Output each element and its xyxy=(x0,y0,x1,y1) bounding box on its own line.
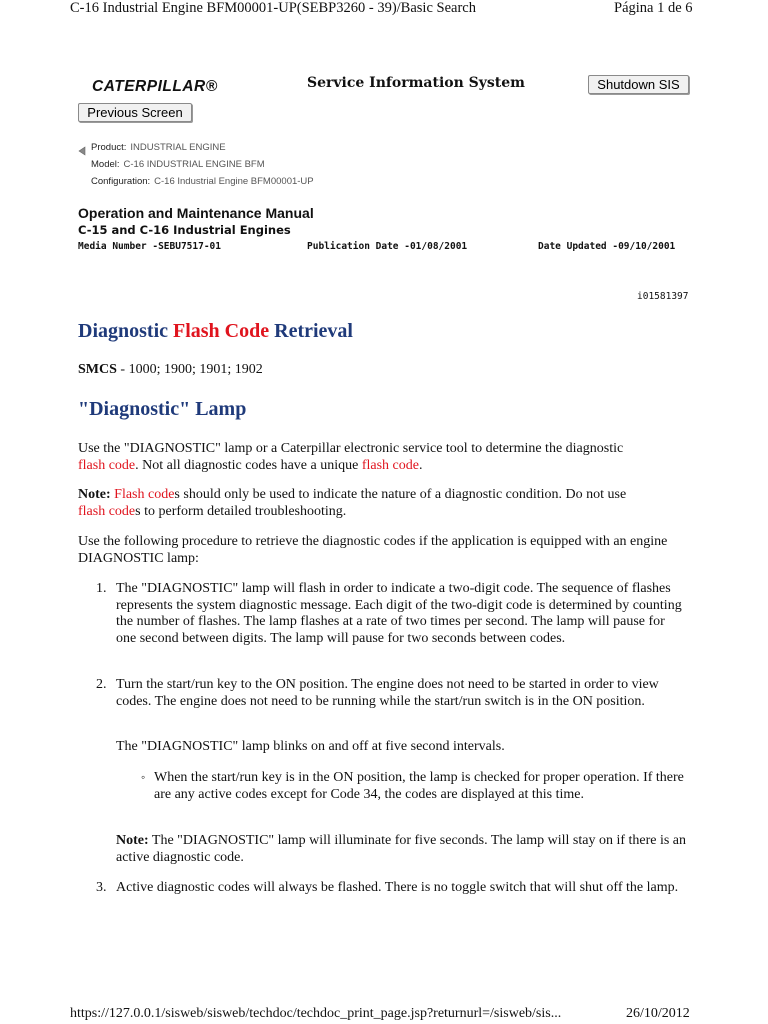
breadcrumb-configuration xyxy=(91,176,314,187)
note-diagnostic-lamp xyxy=(116,833,688,866)
p1-text-c: . Not all diagnostic codes have a unique xyxy=(135,457,362,473)
previous-screen-button[interactable]: Previous Screen xyxy=(78,103,192,122)
shutdown-sis-button[interactable]: Shutdown SIS xyxy=(588,75,689,94)
product-label: Product: xyxy=(91,142,127,153)
step-1-number: 1. xyxy=(96,581,107,596)
paragraph-procedure: Use the following procedure to retrieve the diagnostic codes if the application is equipped with an engine DIAGNOSTIC lamp: xyxy=(78,534,668,566)
config-value: C-16 Industrial Engine BFM00001-UP xyxy=(154,176,314,187)
breadcrumb-product xyxy=(91,142,226,153)
print-header-page: Página 1 de 6 xyxy=(614,0,693,16)
print-footer-url: https://127.0.0.1/sisweb/sisweb/techdoc/techdoc_print_page.jsp?returnurl=/sisweb/sis... xyxy=(70,1006,562,1021)
step-3-text: Active diagnostic codes will always be flashed. There is no toggle switch that will shut off the lamp. xyxy=(116,880,679,895)
title-part-1: Diagnostic xyxy=(78,320,173,342)
p1-highlight-2: flash code xyxy=(361,457,419,473)
print-footer-date: 26/10/2012 xyxy=(626,1006,690,1021)
smcs-value: - 1000; 1900; 1901; 1902 xyxy=(116,362,263,377)
note1-text-d: s to perform detailed troubleshooting. xyxy=(135,503,347,519)
p1-text-e: . xyxy=(418,457,423,473)
smcs-line xyxy=(78,362,263,378)
section-title: "Diagnostic" Lamp xyxy=(78,398,247,420)
config-label: Configuration: xyxy=(91,176,151,187)
manual-subtitle: C-15 and C-16 Industrial Engines xyxy=(78,223,291,237)
title-part-3: Retrieval xyxy=(269,320,353,342)
title-highlight: Flash Code xyxy=(173,320,270,342)
model-label: Model: xyxy=(91,159,120,170)
smcs-label: SMCS xyxy=(78,362,117,377)
step-2-text: Turn the start/run key to the ON position. The engine does not need to be started in order to view codes. The engine does not need to be running while the start/run switch is in the ON position. xyxy=(116,677,659,709)
step-1-text: The "DIAGNOSTIC" lamp will flash in order to indicate a two-digit code. The sequence of flashes represents the system diagnostic message. Each digit of the two-digit code is determined by counting the number of flashes. The lamp flashes at a rate of two times per second. The lamp will pause for one second between digits. The lamp will pause for two seconds between codes. xyxy=(116,581,682,646)
sis-title: Service Information System xyxy=(307,75,525,91)
article-title xyxy=(78,320,353,343)
media-number: Media Number -SEBU7517-01 xyxy=(78,241,221,252)
step-2-number: 2. xyxy=(96,677,107,692)
bullet-marker: ◦ xyxy=(141,770,146,784)
breadcrumb-model xyxy=(91,159,265,170)
p1-text-a: Use the "DIAGNOSTIC" lamp or a Caterpillar electronic service tool to determine the diagnostic xyxy=(78,441,624,456)
note2-text: The "DIAGNOSTIC" lamp will illuminate for five seconds. The lamp will stay on if there is an active diagnostic code. xyxy=(116,833,687,865)
note1-label: Note: xyxy=(78,487,111,502)
paragraph-intro xyxy=(78,441,698,474)
note1-highlight-2: flash code xyxy=(78,503,136,519)
note-flash-codes xyxy=(78,487,698,520)
model-value: C-16 INDUSTRIAL ENGINE BFM xyxy=(123,159,265,170)
print-header-title: C-16 Industrial Engine BFM00001-UP(SEBP3260 - 39)/Basic Search xyxy=(70,0,476,16)
caterpillar-logo: CATERPILLAR® xyxy=(92,78,218,95)
document-id: i01581397 xyxy=(637,291,689,302)
publication-date: Publication Date -01/08/2001 xyxy=(307,241,468,252)
step-2-paragraph: The "DIAGNOSTIC" lamp blinks on and off at five second intervals. xyxy=(116,739,505,754)
step-3-number: 3. xyxy=(96,880,107,895)
note2-label: Note: xyxy=(116,833,149,848)
product-value: INDUSTRIAL ENGINE xyxy=(130,142,226,153)
step-2-bullet: When the start/run key is in the ON position, the lamp is checked for proper operation. If there are any active codes except for Code 34, the codes are displayed at this time. xyxy=(154,770,684,802)
note1-text-b: s should only be used to indicate the nature of a diagnostic condition. Do not use xyxy=(174,487,627,502)
manual-title: Operation and Maintenance Manual xyxy=(78,205,314,221)
p1-highlight-1: flash code xyxy=(78,457,136,473)
date-updated: Date Updated -09/10/2001 xyxy=(538,241,676,252)
back-arrow-icon[interactable] xyxy=(78,143,86,161)
note1-highlight-1: Flash code xyxy=(114,487,175,502)
